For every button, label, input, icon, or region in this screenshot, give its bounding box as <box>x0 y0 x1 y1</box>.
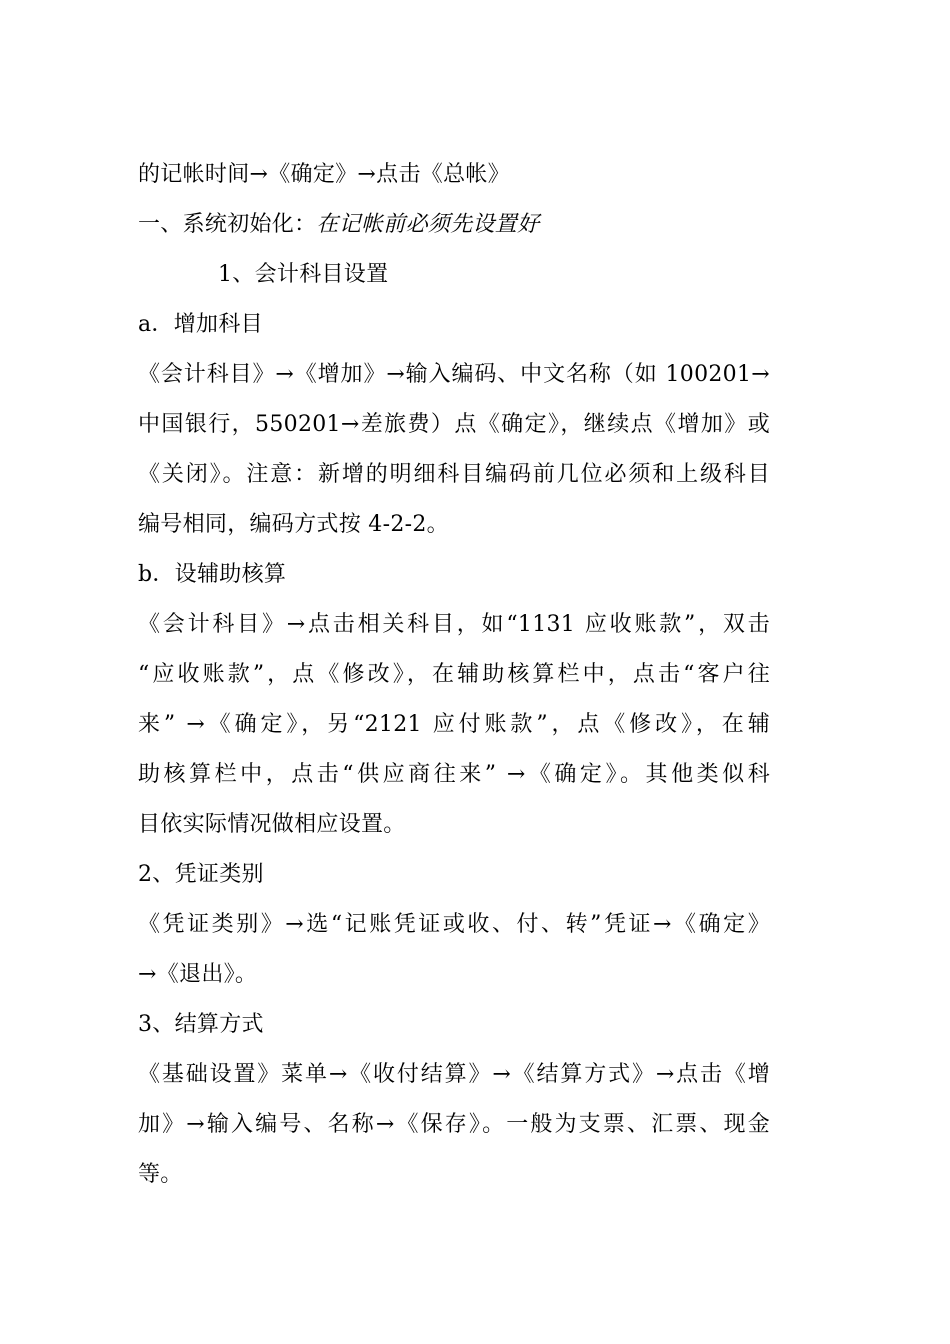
heading-italic-note: 在记帐前必须先设置好 <box>316 212 540 237</box>
subheading-settlement-methods <box>138 1000 770 1050</box>
heading-text: 一、系统初始化： <box>138 212 317 237</box>
subheading-account-setup <box>138 250 770 300</box>
line-text: 目依实际情况做相应设置。 <box>138 812 406 837</box>
paragraph-line-6 <box>138 400 770 450</box>
document-body <box>138 150 770 1200</box>
paragraph-line-19 <box>138 1050 770 1100</box>
section-heading-system-init <box>138 200 770 250</box>
paragraph-line-12 <box>138 700 770 750</box>
paragraph-line-21 <box>138 1150 770 1200</box>
paragraph-line-7 <box>138 450 770 500</box>
item-heading-text: a．增加科目 <box>138 312 263 337</box>
line-text: 《凭证类别》→选“记账凭证或收、付、转”凭证→《确定》 <box>138 912 770 937</box>
paragraph-line-8 <box>138 500 770 550</box>
subheading-voucher-types <box>138 850 770 900</box>
paragraph-line-16 <box>138 900 770 950</box>
line-text: 《基础设置》菜单→《收付结算》→《结算方式》→点击《增 <box>138 1062 770 1087</box>
line-text: 等。 <box>138 1162 183 1187</box>
line-text: 的记帐时间→《确定》→点击《总帐》 <box>138 162 510 187</box>
subheading-text: 3、结算方式 <box>138 1012 264 1037</box>
line-text: “应收账款”，点《修改》，在辅助核算栏中，点击“客户往 <box>138 662 770 687</box>
line-text: 编号相同，编码方式按 4-2-2。 <box>138 512 449 537</box>
line-text: 助核算栏中，点击“供应商往来” →《确定》。其他类似科 <box>138 762 770 787</box>
line-text: 《关闭》。注意：新增的明细科目编码前几位必须和上级科目 <box>138 462 770 487</box>
item-heading-add-account <box>138 300 770 350</box>
paragraph-line-13 <box>138 750 770 800</box>
line-text: 来” →《确定》，另“2121 应付账款”，点《修改》，在辅 <box>138 712 770 737</box>
paragraph-line-10 <box>138 600 770 650</box>
line-text: 《会计科目》→点击相关科目，如“1131 应收账款”，双击 <box>138 612 770 637</box>
paragraph-line-17 <box>138 950 770 1000</box>
subheading-text: 1、会计科目设置 <box>218 262 389 287</box>
paragraph-line-20 <box>138 1100 770 1150</box>
line-text: 《会计科目》→《增加》→输入编码、中文名称（如 100201→ <box>138 362 770 387</box>
paragraph-line-5 <box>138 350 770 400</box>
paragraph-line-11 <box>138 650 770 700</box>
paragraph-line-1 <box>138 150 770 200</box>
line-text: 中国银行，550201→差旅费）点《确定》，继续点《增加》或 <box>138 412 770 437</box>
item-heading-aux-accounting <box>138 550 770 600</box>
subheading-text: 2、凭证类别 <box>138 862 264 887</box>
line-text: →《退出》。 <box>138 962 258 987</box>
paragraph-line-14 <box>138 800 770 850</box>
item-heading-text: b．设辅助核算 <box>138 562 287 587</box>
line-text: 加》→输入编号、名称→《保存》。一般为支票、汇票、现金 <box>138 1112 770 1137</box>
